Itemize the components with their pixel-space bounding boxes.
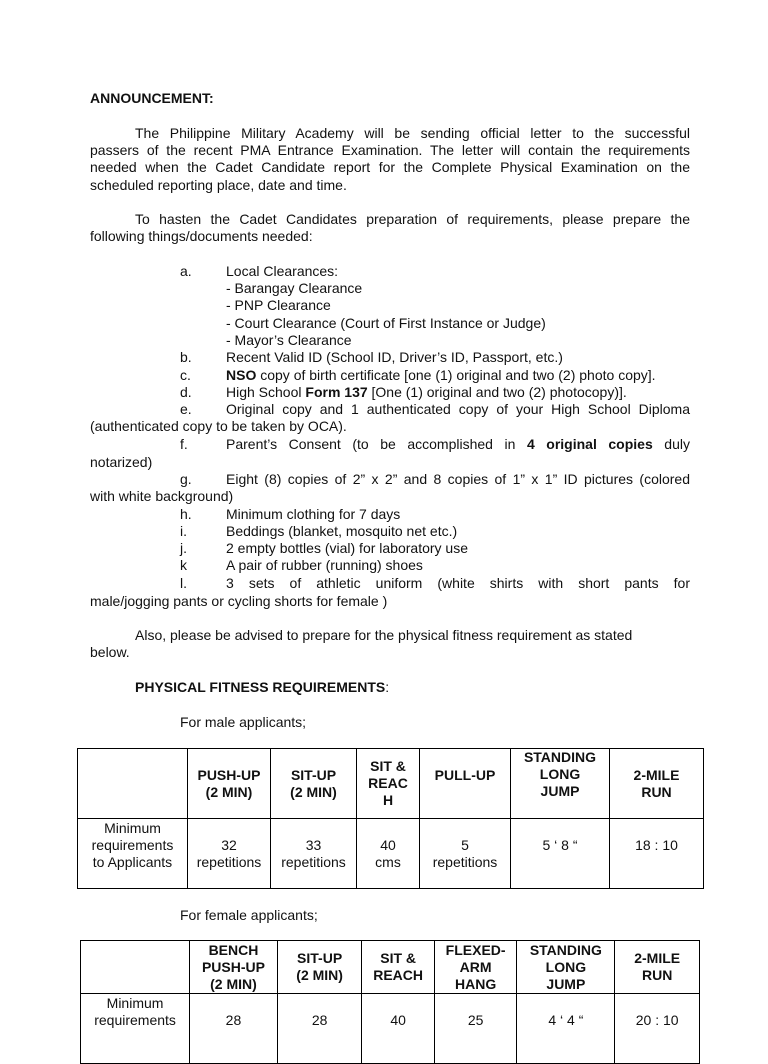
item-d-bold: Form 137: [305, 384, 368, 400]
male-applicants-label: For male applicants;: [180, 714, 307, 730]
item-d-text: [One (1) original and two (2) photocopy)].: [367, 384, 627, 400]
item-l-text: 3 sets of athletic uniform (white shirts with short pants for: [226, 575, 690, 591]
female-header-blank: [81, 941, 190, 994]
para1-line-3: needed when the Cadet Candidate report for the Complete Physical Examination on the: [90, 159, 690, 175]
female-requirements-table: [80, 940, 700, 1064]
pfr-title: PHYSICAL FITNESS REQUIREMENTS: [135, 679, 386, 695]
para3-line-1: Also, please be advised to prepare for the physical fitness requirement as stated: [135, 627, 633, 643]
item-k-letter: k: [180, 557, 187, 573]
item-g-cont: with white background): [90, 488, 234, 504]
female-header-sitreach: SIT & REACH: [362, 941, 434, 994]
male-value-run: 18 : 10: [610, 819, 704, 889]
item-d-letter: d.: [180, 384, 192, 400]
item-j-letter: j.: [180, 540, 187, 556]
male-value-longjump: 5 ‘ 8 “: [511, 819, 610, 889]
item-c-text: copy of birth certificate [one (1) original and two (2) photo copy].: [256, 367, 656, 383]
male-header-pushup: PUSH-UP (2 MIN): [188, 749, 271, 819]
item-e-cont: (authenticated copy to be taken by OCA).: [90, 418, 347, 434]
item-f-text: duly: [652, 436, 690, 452]
para3-line-2: below.: [90, 644, 130, 660]
male-header-blank: [78, 749, 188, 819]
female-header-run: 2-MILE RUN: [615, 941, 700, 994]
para1-line-1: The Philippine Military Academy will be sending official letter to the successful: [135, 125, 690, 141]
item-a-sub-1: - Barangay Clearance: [226, 280, 363, 296]
female-applicants-label: For female applicants;: [180, 907, 318, 923]
female-value-run: 20 : 10: [615, 994, 700, 1064]
male-value-pullup: 5 repetitions: [420, 819, 511, 889]
item-l-cont: male/jogging pants or cycling shorts for female ): [90, 593, 388, 609]
male-value-sitreach: 40 cms: [357, 819, 420, 889]
male-header-situp: SIT-UP (2 MIN): [271, 749, 357, 819]
female-row-label: Minimum requirements: [81, 994, 190, 1064]
male-requirements-table: [77, 748, 704, 889]
announcement-heading: ANNOUNCEMENT:: [90, 90, 214, 106]
item-h-letter: h.: [180, 506, 192, 522]
male-header-pullup: PULL-UP: [420, 749, 511, 819]
item-d-pre: High School: [226, 384, 306, 400]
item-f-line: [226, 436, 690, 453]
male-header-longjump: STANDING LONG JUMP: [511, 749, 610, 819]
female-header-flexedarm: FLEXED- ARM HANG: [434, 941, 517, 994]
male-header-row: [78, 749, 704, 819]
para1-line-2: passers of the recent PMA Entrance Examination. The letter will contain the requirements: [90, 142, 690, 158]
item-c-bold: NSO: [226, 367, 257, 383]
item-d-line: [226, 384, 627, 401]
female-header-longjump: STANDING LONG JUMP: [517, 941, 615, 994]
female-header-benchpushup: BENCH PUSH-UP (2 MIN): [190, 941, 278, 994]
female-value-situp: 28: [277, 994, 362, 1064]
item-k-text: A pair of rubber (running) shoes: [226, 557, 423, 573]
item-a-sub-3: - Court Clearance (Court of First Instance or Judge): [226, 315, 546, 331]
female-value-benchpushup: 28: [190, 994, 278, 1064]
male-values-row: [78, 819, 704, 889]
item-c-letter: c.: [180, 367, 191, 383]
item-b-text: Recent Valid ID (School ID, Driver’s ID, Passport, etc.): [226, 349, 563, 365]
item-e-letter: e.: [180, 401, 192, 417]
female-header-row: [81, 941, 700, 994]
item-f-pre: Parent’s Consent (to be accomplished in: [226, 436, 527, 452]
male-header-run: 2-MILE RUN: [610, 749, 704, 819]
female-value-longjump: 4 ‘ 4 “: [517, 994, 615, 1064]
pfr-title-line: [135, 679, 389, 696]
item-a-sub-4: - Mayor’s Clearance: [226, 332, 352, 348]
item-g-text: Eight (8) copies of 2” x 2” and 8 copies of 1” x 1” ID pictures (colored: [226, 471, 690, 487]
item-f-letter: f.: [180, 436, 188, 452]
item-c-line: [226, 367, 656, 384]
female-values-row: [81, 994, 700, 1064]
item-b-letter: b.: [180, 349, 192, 365]
male-value-situp: 33 repetitions: [271, 819, 357, 889]
item-f-cont: notarized): [90, 454, 153, 470]
para2-line-1: To hasten the Cadet Candidates preparation of requirements, please prepare the: [135, 211, 690, 227]
item-g-letter: g.: [180, 471, 192, 487]
item-i-letter: i.: [180, 523, 187, 539]
male-row-label: Minimum requirements to Applicants: [78, 819, 188, 889]
male-value-pushup: 32 repetitions: [188, 819, 271, 889]
item-l-letter: l.: [180, 575, 187, 591]
item-a-sub-2: - PNP Clearance: [226, 297, 331, 313]
male-header-sitreach: SIT & REAC H: [357, 749, 420, 819]
female-value-sitreach: 40: [362, 994, 434, 1064]
female-header-situp: SIT-UP (2 MIN): [277, 941, 362, 994]
item-e-text: Original copy and 1 authenticated copy of your High School Diploma: [226, 401, 690, 417]
item-a-text: Local Clearances:: [226, 263, 339, 279]
female-value-flexedarm: 25: [434, 994, 517, 1064]
item-a-letter: a.: [180, 263, 192, 279]
para2-line-2: following things/documents needed:: [90, 228, 313, 244]
item-i-text: Beddings (blanket, mosquito net etc.): [226, 523, 458, 539]
item-f-bold: 4 original copies: [526, 436, 653, 452]
pfr-colon: :: [385, 679, 390, 695]
item-h-text: Minimum clothing for 7 days: [226, 506, 401, 522]
item-j-text: 2 empty bottles (vial) for laboratory use: [226, 540, 468, 556]
para1-line-4: scheduled reporting place, date and time.: [90, 177, 347, 193]
